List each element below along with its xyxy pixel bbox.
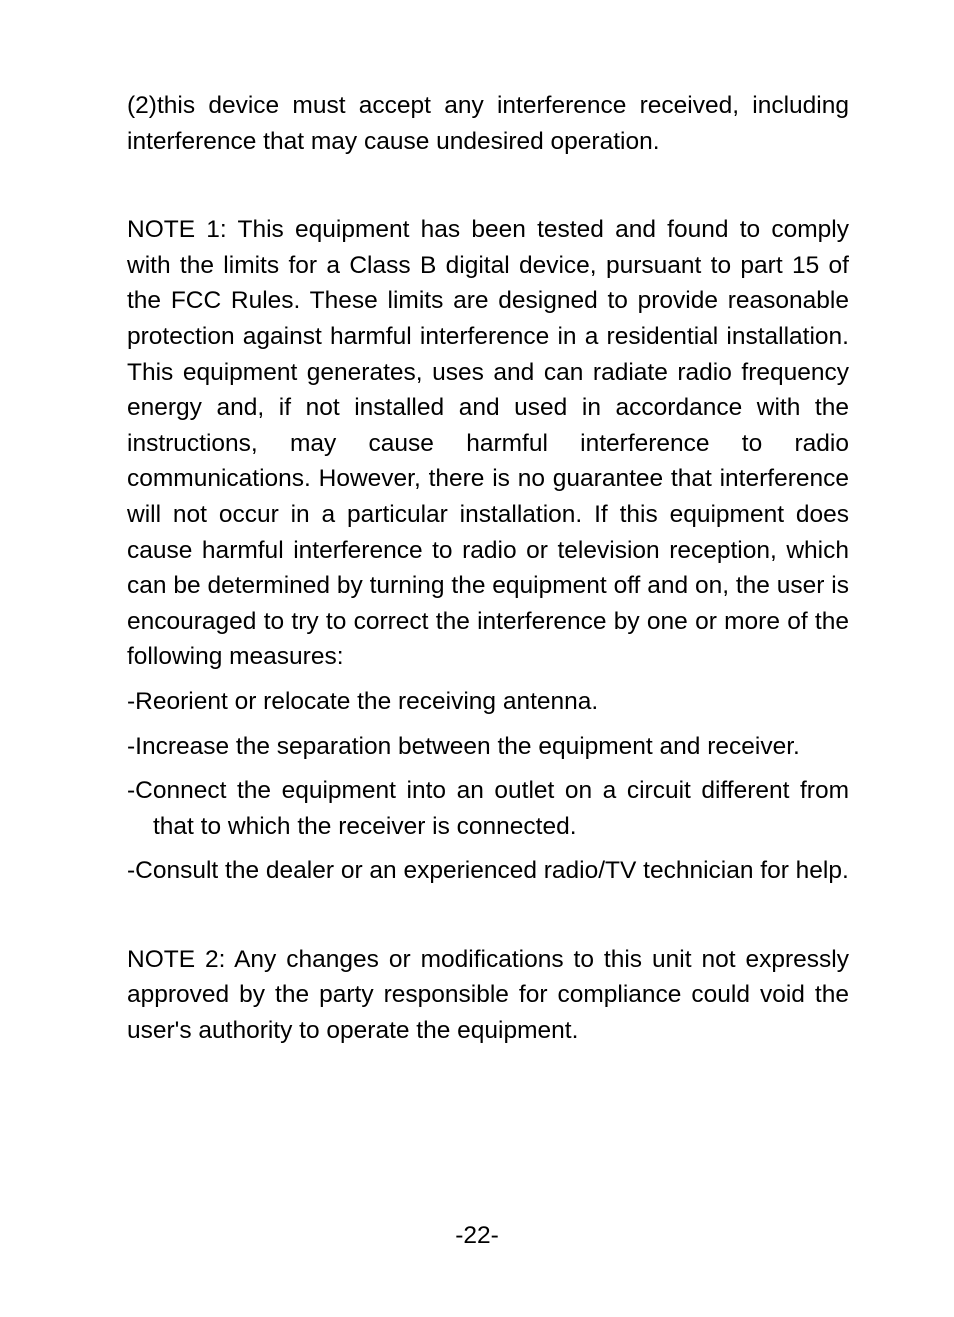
paragraph-note-1: NOTE 1: This equipment has been tested and found to comply with the limits for a Class B digital device, pursuant to part 15 of the FCC Rules. These limits are designed to provide reasonable protection against harmful interference in a residential installation. This equipment generates, uses and can radiate radio frequency energy and, if not installed and used in accordance with the instructions, may cause harmful interference to radio communications. However, there is no guarantee that interference will not occur in a particular installation. If this equipment does cause harmful interference to radio or television reception, which can be determined by turning the equipment off and on, the user is encouraged to try to correct the interference by one or more of the following measures: <box>127 216 849 671</box>
document-body <box>127 88 849 1049</box>
paragraph-device-interference: (2)this device must accept any interference received, including interference that may cause undesired operation. <box>127 92 849 155</box>
page-number: -22- <box>455 1222 499 1249</box>
measure-item-2: -Increase the separation between the equipment and receiver. <box>127 732 800 760</box>
measure-item-1: -Reorient or relocate the receiving antenna. <box>127 687 599 715</box>
measure-item-3: -Connect the equipment into an outlet on a circuit different from that to which the receiver is connected. <box>127 777 849 840</box>
measure-item-4: -Consult the dealer or an experienced radio/TV technician for help. <box>127 857 849 885</box>
paragraph-note-2: NOTE 2: Any changes or modifications to this unit not expressly approved by the party responsible for compliance could void the user's authority to operate the equipment. <box>127 945 849 1045</box>
